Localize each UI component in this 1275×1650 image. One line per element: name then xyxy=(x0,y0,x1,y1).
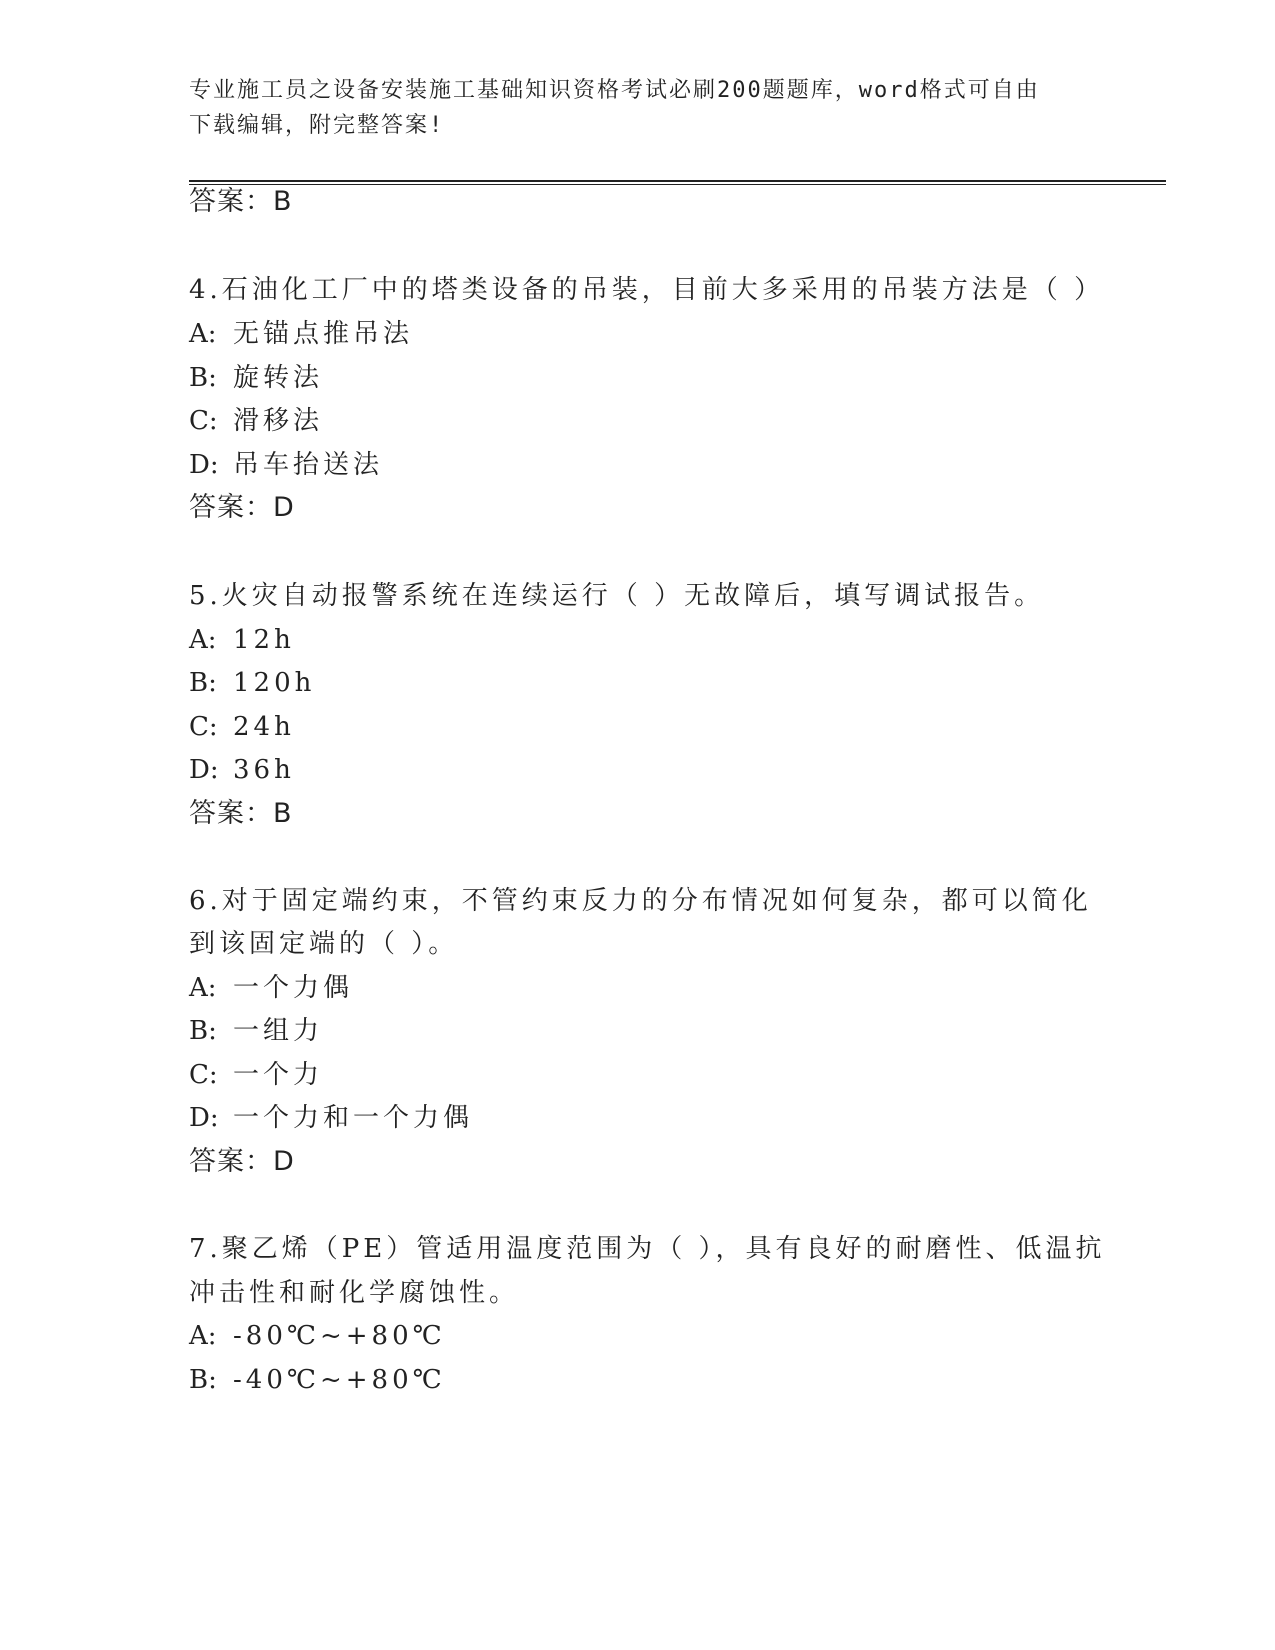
answer-prev: 答案：B xyxy=(189,186,293,217)
option-text: 120h xyxy=(233,668,316,698)
header-rule-thick xyxy=(189,180,1166,182)
option-key: B: xyxy=(189,668,217,698)
option-key: A: xyxy=(189,1321,217,1351)
document-header xyxy=(189,73,1089,143)
option-text: 一个力 xyxy=(233,1060,324,1090)
question-6-stem-line-1: 6.对于固定端约束，不管约束反力的分布情况如何复杂，都可以简化 xyxy=(189,886,1092,916)
option-key: D: xyxy=(189,755,219,785)
option-text: 旋转法 xyxy=(233,363,324,393)
question-7-stem-line-2: 冲击性和耐化学腐蚀性。 xyxy=(189,1278,520,1308)
option-text: 滑移法 xyxy=(233,406,324,436)
question-7-stem-line-1: 7.聚乙烯（PE）管适用温度范围为（ ），具有良好的耐磨性、低温抗 xyxy=(189,1234,1106,1264)
question-6-option-a xyxy=(189,970,353,1006)
question-4-option-b xyxy=(189,360,323,396)
option-key: B: xyxy=(189,1365,217,1395)
question-4-option-a xyxy=(189,316,413,352)
option-text: 36h xyxy=(233,755,295,785)
option-text: 一组力 xyxy=(233,1016,324,1046)
question-5-stem: 5.火灾自动报警系统在连续运行（ ）无故障后，填写调试报告。 xyxy=(189,581,1045,611)
question-6-option-d xyxy=(189,1100,473,1136)
question-4-option-c xyxy=(189,403,323,439)
header-line-1: 专业施工员之设备安装施工基础知识资格考试必刷200题题库，word格式可自由 xyxy=(189,78,1040,103)
question-5-option-b xyxy=(189,665,315,701)
option-key: B: xyxy=(189,1016,217,1046)
question-6-stem-line-2: 到该固定端的（ ）。 xyxy=(189,929,459,959)
question-5-option-c xyxy=(189,709,295,745)
option-key: C: xyxy=(189,406,218,436)
question-7-option-b xyxy=(189,1362,446,1398)
option-key: C: xyxy=(189,712,218,742)
option-text: 12h xyxy=(233,625,295,655)
option-text: -80℃~+80℃ xyxy=(233,1321,446,1351)
option-key: A: xyxy=(189,973,217,1003)
option-key: D: xyxy=(189,1103,219,1133)
option-text: 24h xyxy=(233,712,295,742)
option-text: 吊车抬送法 xyxy=(233,450,384,480)
option-key: C: xyxy=(189,1060,218,1090)
question-5-answer: 答案：B xyxy=(189,798,293,829)
question-6-option-c xyxy=(189,1057,323,1093)
option-text: 一个力和一个力偶 xyxy=(233,1103,474,1133)
header-line-2: 下载编辑，附完整答案! xyxy=(189,113,445,138)
question-6-answer: 答案：D xyxy=(189,1146,295,1177)
option-text: -40℃~+80℃ xyxy=(233,1365,446,1395)
option-key: B: xyxy=(189,363,217,393)
option-text: 一个力偶 xyxy=(233,973,354,1003)
question-4-option-d xyxy=(189,447,383,483)
option-key: D: xyxy=(189,450,219,480)
option-key: A: xyxy=(189,319,217,349)
option-key: A: xyxy=(189,625,217,655)
question-6-option-b xyxy=(189,1013,323,1049)
question-4-answer: 答案：D xyxy=(189,492,295,523)
question-5-option-a xyxy=(189,622,295,658)
header-rule-thin xyxy=(189,184,1166,185)
option-text: 无锚点推吊法 xyxy=(233,319,414,349)
question-4-stem: 4.石油化工厂中的塔类设备的吊装，目前大多采用的吊装方法是（ ） xyxy=(189,275,1105,305)
question-7-option-a xyxy=(189,1318,446,1354)
question-5-option-d xyxy=(189,752,295,788)
